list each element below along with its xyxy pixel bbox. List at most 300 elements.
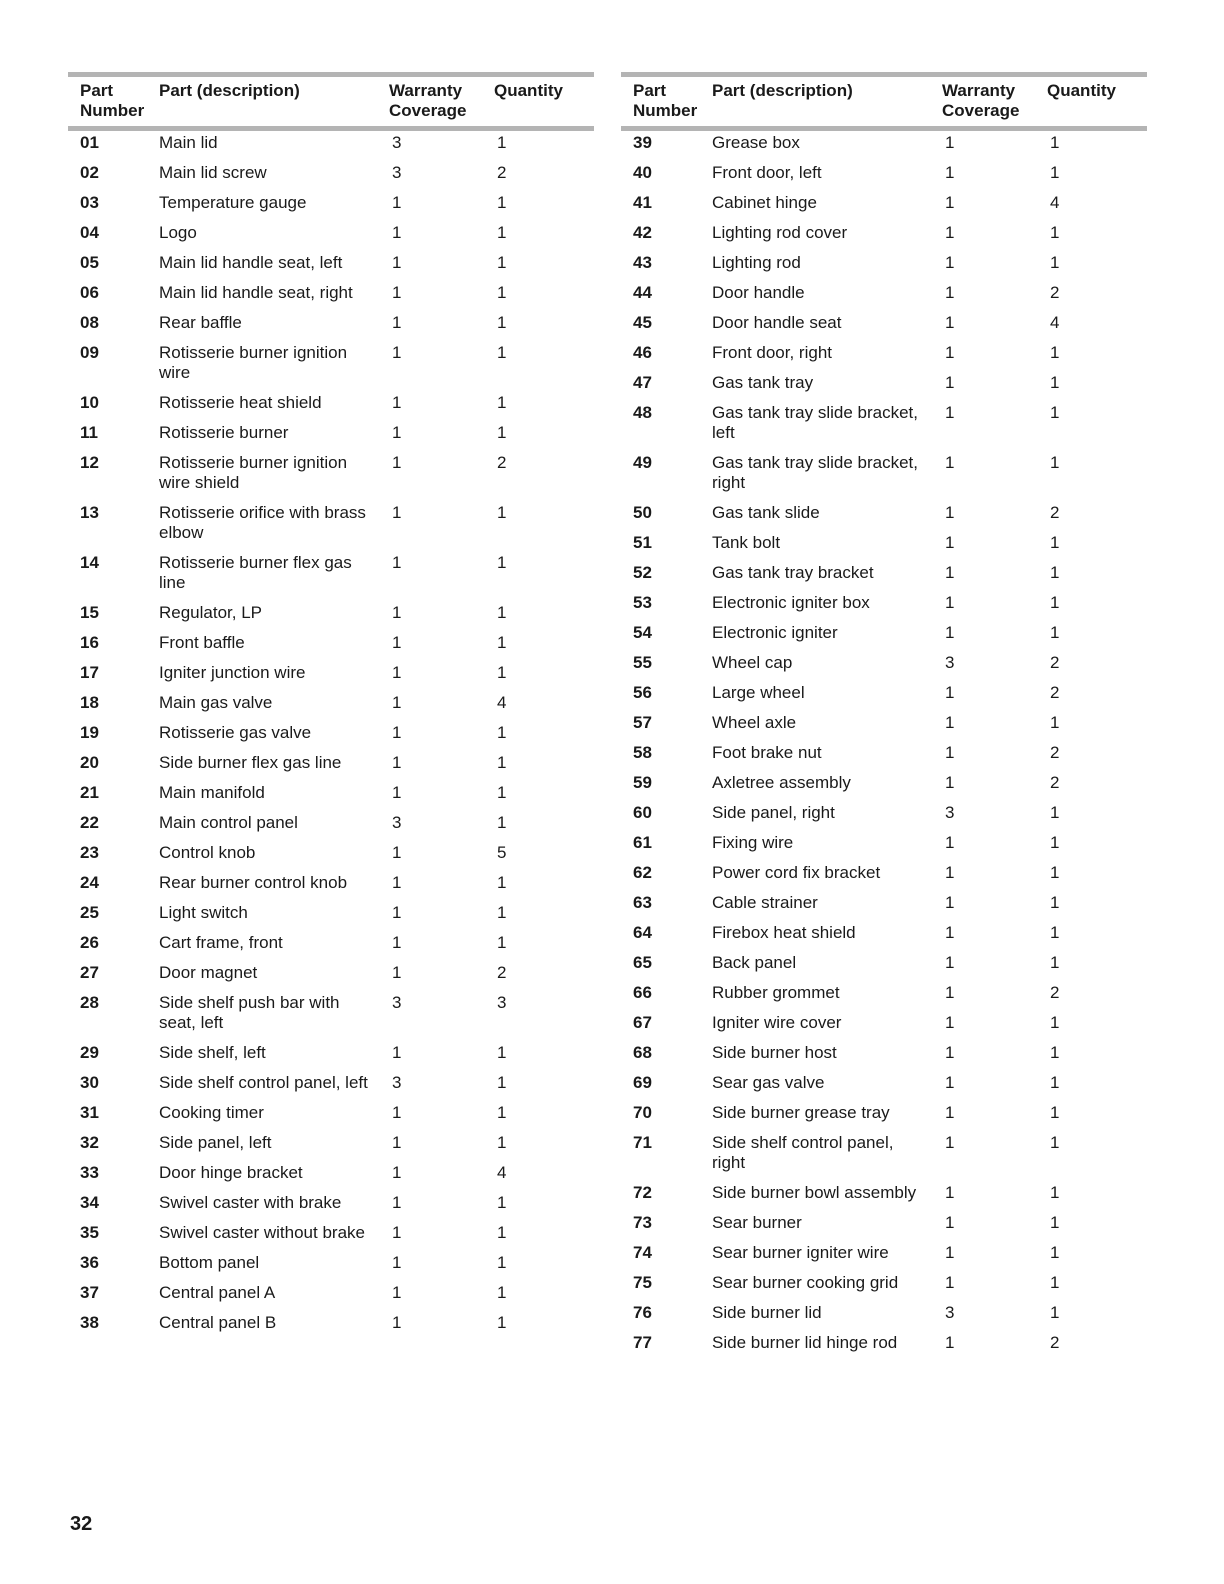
quantity-cell: 2 [1050,283,1060,302]
part-description-cell: Central panel B [159,1313,277,1332]
quantity-cell: 1 [497,223,507,242]
quantity-cell: 1 [1050,1043,1060,1062]
quantity-cell: 1 [497,813,507,832]
header-warranty-coverage [389,75,494,129]
part-number-cell: 48 [633,403,652,422]
quantity-cell: 1 [1050,563,1060,582]
header-warranty-line1: Warranty [389,81,463,100]
quantity-cell: 1 [1050,533,1060,552]
warranty-coverage-cell: 1 [392,1313,402,1332]
warranty-coverage-cell: 1 [945,1073,955,1092]
warranty-coverage-cell: 1 [392,393,402,412]
warranty-coverage-cell: 1 [392,753,402,772]
quantity-cell: 1 [1050,453,1060,472]
quantity-cell: 1 [497,1073,507,1092]
part-number-cell: 04 [80,223,99,242]
part-description-cell: Rotisserie orifice with brass elbow [159,503,366,542]
part-description-cell: Main control panel [159,813,298,832]
quantity-cell: 2 [1050,773,1060,792]
quantity-cell: 1 [1050,713,1060,732]
warranty-coverage-cell: 1 [945,343,955,362]
part-description-cell: Side burner flex gas line [159,753,342,772]
part-number-cell: 44 [633,283,652,302]
quantity-cell: 1 [497,343,507,362]
table-row [68,313,594,343]
part-description-cell: Sear burner cooking grid [712,1273,899,1292]
quantity-cell: 1 [497,503,507,522]
warranty-coverage-cell: 1 [945,1013,955,1032]
warranty-coverage-cell: 1 [392,453,402,472]
warranty-coverage-cell: 1 [392,423,402,442]
quantity-cell: 1 [1050,403,1060,422]
warranty-coverage-cell: 1 [392,603,402,622]
part-number-cell: 08 [80,313,99,332]
quantity-cell: 1 [497,1193,507,1212]
part-description-cell: Front baffle [159,633,245,652]
part-description-cell: Cart frame, front [159,933,283,952]
part-description-cell: Rotisserie burner flex gas line [159,553,352,592]
part-number-cell: 58 [633,743,652,762]
part-number-cell: 15 [80,603,99,622]
part-description-cell: Rear burner control knob [159,873,348,892]
part-number-cell: 68 [633,1043,652,1062]
warranty-coverage-cell: 3 [392,993,402,1012]
part-description-cell: Fixing wire [712,833,794,852]
header-description: Part (description) [159,75,389,129]
quantity-cell: 2 [497,163,507,182]
warranty-coverage-cell: 1 [392,783,402,802]
part-description-cell: Rotisserie gas valve [159,723,312,742]
part-number-cell: 11 [80,423,98,442]
quantity-cell: 1 [497,753,507,772]
part-number-cell: 49 [633,453,652,472]
table-row [621,253,1147,283]
warranty-coverage-cell: 3 [945,803,955,822]
table-row [621,713,1147,743]
part-number-cell: 72 [633,1183,652,1202]
warranty-coverage-cell: 1 [945,503,955,522]
warranty-coverage-cell: 1 [392,1133,402,1152]
quantity-cell: 1 [1050,1303,1060,1322]
quantity-cell: 1 [497,1253,507,1272]
part-number-cell: 26 [80,933,99,952]
part-number-cell: 40 [633,163,652,182]
table-row [621,129,1147,164]
parts-table-left [68,72,594,1343]
part-description-cell: Igniter wire cover [712,1013,842,1032]
warranty-coverage-cell: 1 [945,833,955,852]
quantity-cell: 1 [1050,623,1060,642]
header-part-number-line2: Number [633,101,698,120]
part-description-cell: Rear baffle [159,313,242,332]
part-number-cell: 10 [80,393,99,412]
quantity-cell: 1 [497,1133,507,1152]
warranty-coverage-cell: 1 [392,553,402,572]
table-row [621,223,1147,253]
quantity-cell: 1 [1050,1183,1060,1202]
part-number-cell: 14 [80,553,99,572]
part-number-cell: 18 [80,693,99,712]
quantity-cell: 1 [1050,373,1060,392]
table-row [68,223,594,253]
quantity-cell: 1 [497,783,507,802]
part-number-cell: 25 [80,903,99,922]
part-description-cell: Power cord fix bracket [712,863,881,882]
table-row [68,253,594,283]
part-description-cell: Rubber grommet [712,983,840,1002]
part-number-cell: 36 [80,1253,99,1272]
part-number-cell: 74 [633,1243,652,1262]
part-number-cell: 53 [633,593,652,612]
warranty-coverage-cell: 1 [945,773,955,792]
table-row [68,753,594,783]
warranty-coverage-cell: 1 [945,193,955,212]
part-number-cell: 42 [633,223,652,242]
part-description-cell: Rotisserie burner ignition wire [159,343,348,382]
header-part-number-line1: Part [80,81,114,100]
part-number-cell: 05 [80,253,99,272]
table-row [621,593,1147,623]
warranty-coverage-cell: 1 [392,1283,402,1302]
warranty-coverage-cell: 1 [945,1243,955,1262]
warranty-coverage-cell: 1 [392,1193,402,1212]
part-description-cell: Wheel axle [712,713,797,732]
part-description-cell: Light switch [159,903,248,922]
table-row [621,1073,1147,1103]
part-number-cell: 70 [633,1103,652,1122]
quantity-cell: 4 [497,693,507,712]
warranty-coverage-cell: 1 [945,953,955,972]
warranty-coverage-cell: 1 [392,503,402,522]
warranty-coverage-cell: 1 [945,1273,955,1292]
quantity-cell: 1 [1050,593,1060,612]
part-number-cell: 63 [633,893,652,912]
part-description-cell: Sear gas valve [712,1073,825,1092]
table-row [621,923,1147,953]
table-row [621,193,1147,223]
quantity-cell: 2 [497,963,507,982]
part-description-cell: Swivel caster with brake [159,1193,342,1212]
quantity-cell: 3 [497,993,507,1012]
warranty-coverage-cell: 1 [945,223,955,242]
table-row [68,343,594,393]
table-row [68,283,594,313]
quantity-cell: 1 [1050,923,1060,942]
quantity-cell: 1 [1050,833,1060,852]
table-row [621,623,1147,653]
part-number-cell: 54 [633,623,652,642]
quantity-cell: 1 [497,873,507,892]
part-description-cell: Back panel [712,953,797,972]
table-row [68,813,594,843]
table-row [68,1133,594,1163]
part-number-cell: 45 [633,313,652,332]
part-description-cell: Firebox heat shield [712,923,856,942]
part-description-cell: Side shelf control panel, left [159,1073,368,1092]
header-warranty-line1: Warranty [942,81,1016,100]
warranty-coverage-cell: 1 [945,313,955,332]
part-description-cell: Bottom panel [159,1253,260,1272]
quantity-cell: 1 [497,1103,507,1122]
part-description-cell: Foot brake nut [712,743,822,762]
part-description-cell: Wheel cap [712,653,793,672]
part-number-cell: 60 [633,803,652,822]
warranty-coverage-cell: 1 [945,923,955,942]
table-row [68,1223,594,1253]
table-row [621,313,1147,343]
quantity-cell: 1 [1050,163,1060,182]
warranty-coverage-cell: 1 [945,1133,955,1152]
part-number-cell: 43 [633,253,652,272]
part-description-cell: Cabinet hinge [712,193,817,212]
quantity-cell: 2 [1050,1333,1060,1352]
table-row [68,393,594,423]
warranty-coverage-cell: 3 [392,133,402,152]
table-row [68,783,594,813]
table-row [621,983,1147,1013]
part-number-cell: 22 [80,813,99,832]
table-row [68,993,594,1043]
part-description-cell: Grease box [712,133,800,152]
table-header-row [68,75,594,129]
part-description-cell: Side shelf, left [159,1043,266,1062]
part-number-cell: 31 [80,1103,99,1122]
warranty-coverage-cell: 1 [392,1223,402,1242]
parts-table-right [621,72,1147,1363]
quantity-cell: 4 [1050,313,1060,332]
table-row [621,653,1147,683]
part-number-cell: 09 [80,343,99,362]
warranty-coverage-cell: 3 [392,813,402,832]
part-number-cell: 61 [633,833,652,852]
part-number-cell: 77 [633,1333,652,1352]
quantity-cell: 1 [1050,253,1060,272]
part-number-cell: 66 [633,983,652,1002]
part-number-cell: 24 [80,873,99,892]
part-number-cell: 21 [80,783,99,802]
part-number-cell: 38 [80,1313,99,1332]
table-row [68,723,594,753]
table-row [68,843,594,873]
table-row [621,1303,1147,1333]
warranty-coverage-cell: 1 [392,663,402,682]
warranty-coverage-cell: 1 [392,933,402,952]
part-description-cell: Lighting rod [712,253,801,272]
quantity-cell: 1 [1050,1013,1060,1032]
quantity-cell: 1 [1050,1273,1060,1292]
table-row [68,1043,594,1073]
table-row [68,503,594,553]
part-number-cell: 69 [633,1073,652,1092]
quantity-cell: 1 [1050,223,1060,242]
table-row [68,903,594,933]
part-description-cell: Temperature gauge [159,193,307,212]
part-number-cell: 34 [80,1193,99,1212]
warranty-coverage-cell: 1 [945,743,955,762]
warranty-coverage-cell: 1 [392,193,402,212]
quantity-cell: 1 [497,253,507,272]
warranty-coverage-cell: 1 [945,253,955,272]
warranty-coverage-cell: 3 [945,653,955,672]
header-description: Part (description) [712,75,942,129]
part-number-cell: 71 [633,1133,652,1152]
quantity-cell: 2 [1050,683,1060,702]
part-number-cell: 76 [633,1303,652,1322]
warranty-coverage-cell: 1 [945,593,955,612]
warranty-coverage-cell: 1 [392,963,402,982]
table-row [68,129,594,164]
part-description-cell: Sear burner igniter wire [712,1243,889,1262]
table-row [68,693,594,723]
quantity-cell: 1 [497,1313,507,1332]
warranty-coverage-cell: 1 [392,903,402,922]
quantity-cell: 4 [1050,193,1060,212]
part-description-cell: Side burner lid hinge rod [712,1333,898,1352]
quantity-cell: 1 [497,1223,507,1242]
table-header-row [621,75,1147,129]
part-number-cell: 13 [80,503,99,522]
parts-table-left-body [68,129,594,1344]
part-number-cell: 57 [633,713,652,732]
header-part-number-line2: Number [80,101,145,120]
quantity-cell: 1 [497,633,507,652]
quantity-cell: 1 [497,133,507,152]
warranty-coverage-cell: 1 [945,133,955,152]
warranty-coverage-cell: 1 [945,893,955,912]
part-description-cell: Side burner host [712,1043,837,1062]
table-row [621,533,1147,563]
quantity-cell: 1 [1050,1103,1060,1122]
table-row [68,873,594,903]
part-number-cell: 35 [80,1223,99,1242]
part-number-cell: 50 [633,503,652,522]
part-description-cell: Side shelf push bar with seat, left [159,993,340,1032]
part-number-cell: 47 [633,373,652,392]
warranty-coverage-cell: 1 [945,1043,955,1062]
part-description-cell: Door handle seat [712,313,842,332]
part-number-cell: 64 [633,923,652,942]
table-row [68,1193,594,1223]
table-row [621,563,1147,593]
table-row [68,633,594,663]
warranty-coverage-cell: 1 [392,1103,402,1122]
warranty-coverage-cell: 1 [392,253,402,272]
warranty-coverage-cell: 1 [392,723,402,742]
part-number-cell: 29 [80,1043,99,1062]
quantity-cell: 4 [497,1163,507,1182]
part-number-cell: 19 [80,723,99,742]
part-number-cell: 75 [633,1273,652,1292]
header-part-number-line1: Part [633,81,667,100]
quantity-cell: 2 [497,453,507,472]
quantity-cell: 1 [497,553,507,572]
part-description-cell: Electronic igniter box [712,593,870,612]
part-description-cell: Door magnet [159,963,258,982]
part-description-cell: Main lid screw [159,163,267,182]
part-description-cell: Electronic igniter [712,623,838,642]
part-description-cell: Main lid handle seat, right [159,283,353,302]
table-row [621,863,1147,893]
header-warranty-line2: Coverage [942,101,1020,120]
part-number-cell: 52 [633,563,652,582]
part-description-cell: Gas tank tray bracket [712,563,874,582]
part-number-cell: 55 [633,653,652,672]
part-number-cell: 06 [80,283,99,302]
page-number: 32 [70,1513,93,1535]
warranty-coverage-cell: 1 [945,163,955,182]
part-description-cell: Front door, left [712,163,822,182]
warranty-coverage-cell: 1 [945,983,955,1002]
part-description-cell: Door hinge bracket [159,1163,303,1182]
table-row [621,453,1147,503]
part-number-cell: 59 [633,773,652,792]
quantity-cell: 1 [1050,893,1060,912]
part-description-cell: Regulator, LP [159,603,263,622]
table-row [621,343,1147,373]
part-description-cell: Igniter junction wire [159,663,306,682]
part-description-cell: Front door, right [712,343,833,362]
table-row [68,193,594,223]
part-description-cell: Cooking timer [159,1103,264,1122]
table-row [621,1013,1147,1043]
part-description-cell: Control knob [159,843,256,862]
part-description-cell: Gas tank tray [712,373,814,392]
part-number-cell: 33 [80,1163,99,1182]
part-description-cell: Lighting rod cover [712,223,848,242]
warranty-coverage-cell: 1 [945,403,955,422]
quantity-cell: 1 [1050,1213,1060,1232]
table-row [68,163,594,193]
warranty-coverage-cell: 1 [392,1043,402,1062]
part-number-cell: 73 [633,1213,652,1232]
warranty-coverage-cell: 1 [945,373,955,392]
part-number-cell: 56 [633,683,652,702]
table-row [68,1313,594,1343]
quantity-cell: 1 [1050,1243,1060,1262]
part-number-cell: 30 [80,1073,99,1092]
warranty-coverage-cell: 1 [945,563,955,582]
part-number-cell: 02 [80,163,99,182]
warranty-coverage-cell: 1 [945,863,955,882]
quantity-cell: 2 [1050,653,1060,672]
table-row [621,683,1147,713]
part-number-cell: 23 [80,843,99,862]
quantity-cell: 1 [1050,1073,1060,1092]
part-number-cell: 16 [80,633,99,652]
table-row [621,1273,1147,1303]
parts-table-right-body [621,129,1147,1364]
part-description-cell: Door handle [712,283,805,302]
table-row [621,373,1147,403]
table-row [68,933,594,963]
table-row [68,603,594,633]
table-row [621,1213,1147,1243]
part-description-cell: Cable strainer [712,893,818,912]
warranty-coverage-cell: 1 [945,283,955,302]
part-number-cell: 32 [80,1133,99,1152]
part-description-cell: Rotisserie heat shield [159,393,322,412]
quantity-cell: 1 [497,933,507,952]
table-row [68,1253,594,1283]
part-description-cell: Side shelf control panel, right [712,1133,894,1172]
part-description-cell: Main lid [159,133,218,152]
warranty-coverage-cell: 1 [945,683,955,702]
header-quantity: Quantity [1047,75,1147,129]
table-row [621,403,1147,453]
warranty-coverage-cell: 3 [945,1303,955,1322]
quantity-cell: 1 [497,1043,507,1062]
quantity-cell: 1 [1050,803,1060,822]
